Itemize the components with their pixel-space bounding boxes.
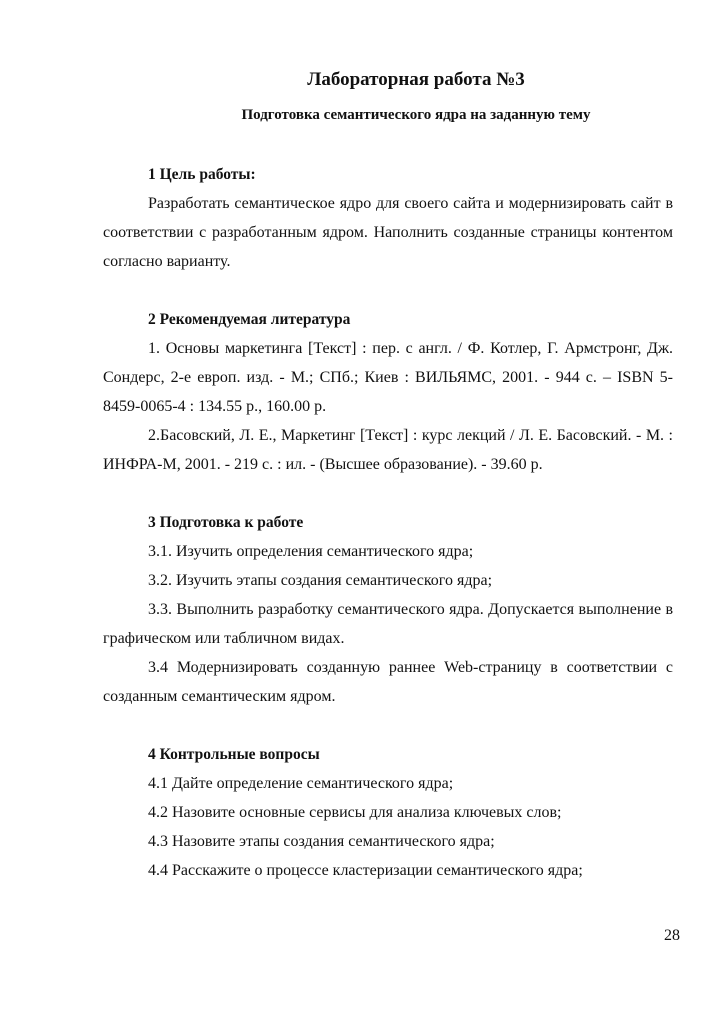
preparation-item: 3.4 Модернизировать созданную раннее Web-страницу в соответствии с созданным семантическим ядром.	[103, 659, 673, 705]
page-title: Лабораторная работа №3	[307, 69, 525, 90]
page-subtitle: Подготовка семантического ядра на заданную тему	[241, 107, 591, 123]
preparation-item: 3.3. Выполнить разработку семантического ядра. Допускается выполнение в графическом или табличном видах.	[103, 601, 673, 647]
section-preparation	[103, 508, 673, 711]
section-goal	[103, 160, 673, 276]
section-questions	[103, 740, 673, 885]
section-spacer	[103, 479, 673, 508]
page-number: 28	[664, 927, 680, 944]
section-literature	[103, 305, 673, 479]
section-spacer	[103, 276, 673, 305]
question-item: 4.2 Назовите основные сервисы для анализа ключевых слов;	[148, 804, 562, 821]
section-spacer	[103, 711, 673, 740]
question-item: 4.3 Назовите этапы создания семантического ядра;	[148, 833, 495, 850]
literature-item: 2.Басовский, Л. Е., Маркетинг [Текст] : курс лекций / Л. Е. Басовский. - М. : ИНФРА-М, 2001. - 219 с. : ил. - (Высшее образование). - 39.60 р.	[103, 427, 673, 473]
question-item: 4.4 Расскажите о процессе кластеризации семантического ядра;	[148, 862, 583, 879]
question-item: 4.1 Дайте определение семантического ядра;	[148, 775, 454, 792]
preparation-item: 3.1. Изучить определения семантического ядра;	[148, 543, 474, 560]
literature-item: 1. Основы маркетинга [Текст] : пер. с англ. / Ф. Котлер, Г. Армстронг, Дж. Сондерс, 2-е европ. изд. - М.; СПб.; Киев : ВИЛЬЯМС, 2001. - 944 с. – ISBN 5-8459-0065-4 : 134.55 р., 160.00 р.	[103, 340, 673, 415]
goal-text: Разработать семантическое ядро для своего сайта и модернизировать сайт в соответствии с разработанным ядром. Наполнить созданные страницы контентом согласно варианту.	[103, 195, 673, 270]
section-heading-questions: 4 Контрольные вопросы	[148, 746, 320, 763]
preparation-item: 3.2. Изучить этапы создания семантического ядра;	[148, 572, 493, 589]
section-heading-literature: 2 Рекомендуемая литература	[148, 311, 351, 328]
section-heading-preparation: 3 Подготовка к работе	[148, 514, 304, 531]
section-heading-goal: 1 Цель работы:	[148, 166, 256, 183]
document-body	[103, 160, 673, 885]
